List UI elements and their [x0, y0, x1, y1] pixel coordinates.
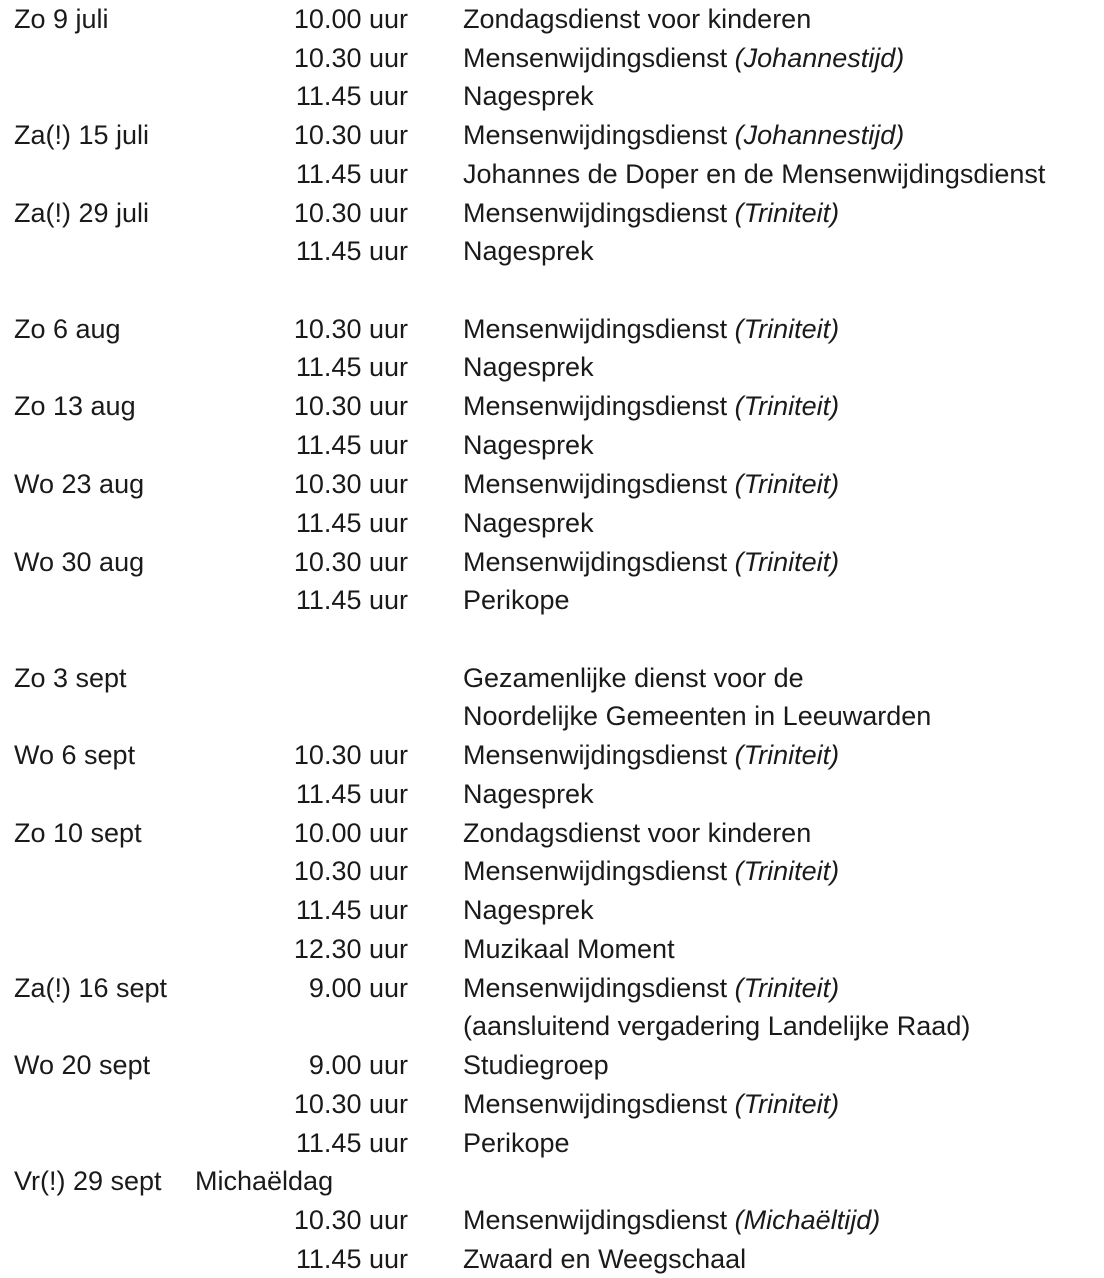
- schedule-event-title: Nagesprek: [463, 895, 594, 925]
- schedule-event-title: Nagesprek: [463, 352, 594, 382]
- schedule-time: 11.45 uur: [295, 585, 408, 615]
- schedule-time: 11.45 uur: [295, 1244, 408, 1274]
- schedule-row: [0, 426, 1104, 464]
- schedule-date: Wo 20 sept: [14, 1050, 151, 1080]
- schedule-event-period: (Triniteit): [734, 547, 840, 577]
- schedule-event: [463, 1124, 570, 1162]
- schedule-event: [463, 1007, 970, 1045]
- schedule-time: 10.30 uur: [293, 391, 408, 421]
- schedule-time: 11.45 uur: [295, 779, 408, 809]
- schedule-time: 10.30 uur: [293, 1205, 408, 1235]
- schedule-row: [0, 581, 1104, 619]
- schedule-time: 11.45 uur: [295, 1128, 408, 1158]
- schedule-row: [0, 116, 1104, 154]
- schedule-time: 11.45 uur: [295, 508, 408, 538]
- schedule-event-period: (Triniteit): [734, 973, 840, 1003]
- schedule-event-title: Mensenwijdingsdienst: [463, 740, 728, 770]
- schedule-time: 10.00 uur: [293, 818, 408, 848]
- schedule-event: [463, 775, 594, 813]
- schedule-time: 11.45 uur: [295, 430, 408, 460]
- schedule-time: 10.30 uur: [293, 469, 408, 499]
- schedule-event-period: (Triniteit): [734, 1089, 840, 1119]
- schedule-event-title: Nagesprek: [463, 236, 594, 266]
- schedule-row: [0, 1162, 1104, 1200]
- schedule-time: 10.30 uur: [293, 740, 408, 770]
- schedule-date: Zo 3 sept: [14, 663, 127, 693]
- schedule-row: [0, 232, 1104, 270]
- schedule-time: 10.30 uur: [293, 1089, 408, 1119]
- schedule-row: [0, 697, 1104, 735]
- schedule-event-title: Gezamenlijke dienst voor de: [463, 663, 804, 693]
- schedule-time: 10.30 uur: [293, 43, 408, 73]
- schedule-event-title: Perikope: [463, 585, 570, 615]
- schedule-time: 10.30 uur: [293, 547, 408, 577]
- schedule-event-title: Nagesprek: [463, 81, 594, 111]
- schedule-row: [0, 814, 1104, 852]
- schedule-event-period: (Triniteit): [734, 198, 840, 228]
- schedule-event: [463, 426, 594, 464]
- schedule-row: [0, 1201, 1104, 1239]
- schedule-row: [0, 194, 1104, 232]
- schedule-event: [463, 194, 839, 232]
- schedule-event-title: Mensenwijdingsdienst: [463, 973, 728, 1003]
- schedule-row: [0, 1085, 1104, 1123]
- schedule-row: [0, 1007, 1104, 1045]
- schedule-event: [463, 852, 839, 890]
- schedule-event-period: (Johannestijd): [734, 43, 905, 73]
- schedule-day-note: Michaëldag: [195, 1166, 334, 1196]
- schedule-event: [463, 310, 839, 348]
- schedule-event-title: Nagesprek: [463, 779, 594, 809]
- schedule-event: [463, 155, 1045, 193]
- schedule-time: 10.30 uur: [293, 120, 408, 150]
- schedule-event-period: (Johannestijd): [734, 120, 905, 150]
- schedule-row: [0, 465, 1104, 503]
- schedule-row: [0, 659, 1104, 697]
- schedule-date: Wo 30 aug: [14, 547, 145, 577]
- schedule-event: [463, 736, 839, 774]
- schedule-row: [0, 39, 1104, 77]
- schedule-event-period: (Triniteit): [734, 856, 840, 886]
- schedule-row: [0, 969, 1104, 1007]
- schedule-time: 11.45 uur: [295, 81, 408, 111]
- schedule-row: [0, 543, 1104, 581]
- schedule-row: [0, 1240, 1104, 1278]
- schedule-event-title: Perikope: [463, 1128, 570, 1158]
- schedule-event-title: (aansluitend vergadering Landelijke Raad): [463, 1011, 971, 1041]
- schedule-time: 11.45 uur: [295, 159, 408, 189]
- schedule-event-title: Mensenwijdingsdienst: [463, 43, 728, 73]
- schedule-event: [463, 814, 811, 852]
- schedule-event-period: (Triniteit): [734, 469, 840, 499]
- schedule-event: [463, 697, 931, 735]
- schedule-date: Zo 10 sept: [14, 818, 142, 848]
- schedule-row: [0, 77, 1104, 115]
- schedule-event: [463, 543, 839, 581]
- schedule-event-title: Mensenwijdingsdienst: [463, 856, 728, 886]
- schedule-time: 11.45 uur: [295, 352, 408, 382]
- schedule-event-title: Johannes de Doper en de Mensenwijdingsdienst: [463, 159, 1046, 189]
- schedule-date: Wo 6 sept: [14, 740, 136, 770]
- schedule-event-period: (Michaëltijd): [734, 1205, 881, 1235]
- schedule-row: [0, 348, 1104, 386]
- schedule-date: Za(!) 29 juli: [14, 198, 150, 228]
- schedule-row: [0, 387, 1104, 425]
- schedule-date: Za(!) 15 juli: [14, 120, 150, 150]
- schedule-time: 10.00 uur: [293, 4, 408, 34]
- schedule-event-title: Zondagsdienst voor kinderen: [463, 818, 812, 848]
- schedule-event: [463, 232, 594, 270]
- schedule-date: Zo 6 aug: [14, 314, 121, 344]
- schedule-event-title: Noordelijke Gemeenten in Leeuwarden: [463, 701, 932, 731]
- schedule-event: [463, 0, 811, 38]
- schedule-time: 11.45 uur: [295, 236, 408, 266]
- schedule-event: [463, 891, 594, 929]
- schedule-event-title: Mensenwijdingsdienst: [463, 1205, 728, 1235]
- schedule-time: 10.30 uur: [293, 198, 408, 228]
- schedule-event-title: Zwaard en Weegschaal: [463, 1244, 747, 1274]
- schedule-row: [0, 1124, 1104, 1162]
- schedule-event: [463, 387, 839, 425]
- schedule-event: [463, 1085, 839, 1123]
- schedule-row: [0, 775, 1104, 813]
- schedule-event-title: Mensenwijdingsdienst: [463, 469, 728, 499]
- schedule-event: [463, 659, 804, 697]
- schedule-event: [463, 39, 904, 77]
- schedule-event-title: Muzikaal Moment: [463, 934, 675, 964]
- schedule-row: [0, 504, 1104, 542]
- schedule-date: Vr(!) 29 sept: [14, 1166, 162, 1196]
- schedule-row: [0, 852, 1104, 890]
- schedule-event: [463, 348, 594, 386]
- schedule-date: Wo 23 aug: [14, 469, 145, 499]
- schedule-row: [0, 930, 1104, 968]
- schedule-event: [463, 77, 594, 115]
- schedule-event-title: Mensenwijdingsdienst: [463, 314, 728, 344]
- schedule-date: Zo 9 juli: [14, 4, 109, 34]
- schedule-row: [0, 155, 1104, 193]
- schedule-time: 10.30 uur: [293, 314, 408, 344]
- schedule-event: [463, 581, 570, 619]
- schedule-event-title: Nagesprek: [463, 508, 594, 538]
- schedule-event-title: Mensenwijdingsdienst: [463, 1089, 728, 1119]
- schedule-row: [0, 891, 1104, 929]
- schedule-event: [463, 504, 594, 542]
- schedule-event-title: Mensenwijdingsdienst: [463, 391, 728, 421]
- schedule-date: Zo 13 aug: [14, 391, 136, 421]
- schedule-event-title: Zondagsdienst voor kinderen: [463, 4, 812, 34]
- schedule-event-title: Mensenwijdingsdienst: [463, 198, 728, 228]
- schedule-event-title: Mensenwijdingsdienst: [463, 120, 728, 150]
- schedule-time: 9.00 uur: [308, 973, 408, 1003]
- schedule-time: 9.00 uur: [308, 1050, 408, 1080]
- schedule-event: [463, 969, 839, 1007]
- schedule-date: Za(!) 16 sept: [14, 973, 168, 1003]
- schedule-event-period: (Triniteit): [734, 740, 840, 770]
- schedule-event: [463, 116, 904, 154]
- schedule-event-period: (Triniteit): [734, 391, 840, 421]
- schedule-event: [463, 1046, 609, 1084]
- schedule-time: 12.30 uur: [293, 934, 408, 964]
- schedule-row: [0, 0, 1104, 38]
- schedule-event: [463, 1201, 880, 1239]
- schedule-event-title: Studiegroep: [463, 1050, 609, 1080]
- schedule-event-title: Mensenwijdingsdienst: [463, 547, 728, 577]
- schedule-event: [463, 465, 839, 503]
- schedule-event: [463, 1240, 746, 1278]
- schedule-event: [463, 930, 675, 968]
- schedule-row: [0, 310, 1104, 348]
- schedule-row: [0, 1046, 1104, 1084]
- schedule-time: 10.30 uur: [293, 856, 408, 886]
- schedule-event-title: Nagesprek: [463, 430, 594, 460]
- schedule-time: 11.45 uur: [295, 895, 408, 925]
- schedule-event-period: (Triniteit): [734, 314, 840, 344]
- schedule-row: [0, 736, 1104, 774]
